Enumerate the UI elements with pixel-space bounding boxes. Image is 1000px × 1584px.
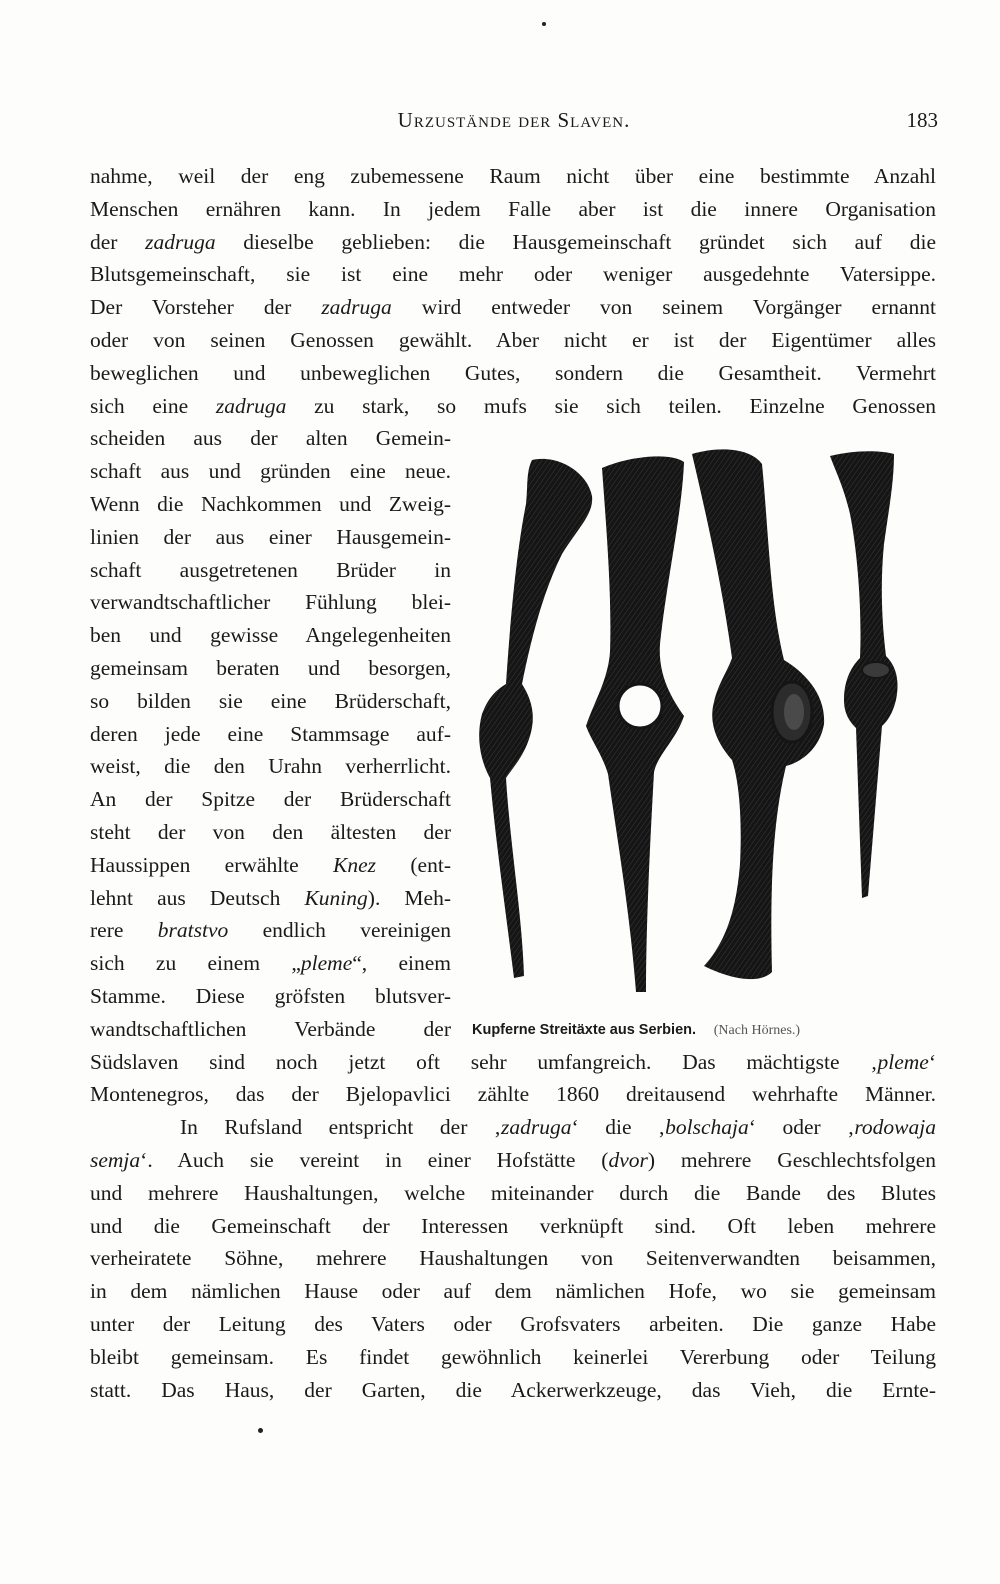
figure-copper-battle-axes xyxy=(470,444,940,1014)
text-line xyxy=(90,947,451,980)
text-run: oder von seinen Genossen gewählt. Aber nicht er ist der Eigentümer alles xyxy=(90,328,936,352)
text-line xyxy=(90,1013,451,1046)
text-line xyxy=(90,291,936,324)
text-line xyxy=(90,422,451,455)
italic-term: semja xyxy=(90,1148,141,1172)
italic-term: pleme xyxy=(877,1049,929,1074)
text-run: schaft ausgetretenen Brüder in xyxy=(90,557,451,582)
italic-term: bratstvo xyxy=(157,918,229,943)
text-line xyxy=(90,1275,936,1308)
running-title: Urzustände der Slaven. xyxy=(397,108,631,132)
italic-term: zadruga xyxy=(145,229,216,254)
axe-1 xyxy=(479,459,592,978)
italic-term: Knez xyxy=(333,852,377,877)
text-line xyxy=(90,1210,936,1243)
text-run: schaft aus und gründen eine neue. xyxy=(90,459,451,484)
text-run: Menschen ernähren kann. In jedem Falle aber ist die innere Organisation xyxy=(90,196,936,221)
text-run: zu stark, so mufs sie sich teilen. Einzelne Genossen xyxy=(286,393,936,418)
ink-speck xyxy=(542,22,546,26)
text-run: wird entweder von seinem Vorgänger ernannt xyxy=(391,295,936,320)
text-line xyxy=(90,914,451,947)
text-run: sich zu einem „ xyxy=(90,951,301,976)
text-line xyxy=(90,750,451,783)
text-line xyxy=(90,718,451,751)
text-line xyxy=(90,357,936,390)
text-run: ben und gewisse Angelegenheiten xyxy=(90,623,451,648)
text-line xyxy=(90,849,451,882)
caption-source: (Nach Hörnes.) xyxy=(713,1023,801,1038)
text-run: ‘. Auch sie vereint in einer Hofstätte ( xyxy=(140,1148,609,1172)
italic-term: zadruga xyxy=(321,295,392,320)
text-run: linien der aus einer Hausgemein- xyxy=(90,524,451,549)
caption-title: Kupferne Streitäxte aus Serbien. xyxy=(472,1022,697,1038)
text-line xyxy=(90,783,451,816)
text-run: der xyxy=(90,229,146,254)
text-run: in dem nämlichen Hause oder auf dem nämlichen Hofe, wo sie gemeinsam xyxy=(90,1279,936,1304)
text-run: beweglichen und unbeweglichen Gutes, sondern die Gesamtheit. Vermehrt xyxy=(90,360,936,385)
text-run: Blutsgemeinschaft, sie ist eine mehr oder weniger ausgedehnte Vatersippe. xyxy=(90,262,936,287)
text-run: (ent- xyxy=(376,852,451,877)
text-run: dieselbe geblieben: die Hausgemeinschaft gründet sich auf die xyxy=(215,229,936,254)
text-run: ‘ die ‚ xyxy=(571,1115,666,1140)
running-head xyxy=(90,108,938,138)
text-line xyxy=(90,1242,936,1275)
italic-term: Kuning xyxy=(304,885,368,910)
text-line xyxy=(90,455,451,488)
italic-term: bolschaja xyxy=(665,1115,749,1140)
text-run: Stamme. Diese gröfsten blutsver- xyxy=(90,984,451,1008)
text-line xyxy=(90,554,451,587)
text-line xyxy=(90,160,936,193)
text-run: ). Meh- xyxy=(367,885,451,910)
italic-term: rodowaja xyxy=(854,1115,936,1140)
italic-term: zadruga xyxy=(501,1115,572,1140)
text-line xyxy=(90,1046,936,1079)
text-run: so bilden sie eine Brüderschaft, xyxy=(90,688,451,713)
text-line xyxy=(90,816,451,849)
axe-4 xyxy=(830,451,898,898)
text-line xyxy=(90,1177,936,1210)
text-run: steht der von den ältesten der xyxy=(90,820,451,844)
text-run: deren jede eine Stammsage auf- xyxy=(90,721,451,746)
text-run: ) mehrere Geschlechtsfolgen xyxy=(647,1148,936,1172)
text-line xyxy=(90,619,451,652)
text-line xyxy=(90,193,936,226)
text-run: verwandtschaftlicher Fühlung blei- xyxy=(90,590,451,615)
axes-illustration xyxy=(470,444,940,1014)
italic-term: pleme xyxy=(300,951,353,976)
text-run: ‘ oder ‚ xyxy=(748,1115,855,1140)
text-line xyxy=(90,1078,936,1111)
text-run: unter der Leitung des Vaters oder Grofsvaters arbeiten. Die ganze Habe xyxy=(90,1312,936,1336)
italic-term: zadruga xyxy=(215,393,287,418)
text-line xyxy=(90,652,451,685)
text-run: und die Gemeinschaft der Interessen verknüpft sind. Oft leben mehrere xyxy=(90,1213,936,1238)
text-run: verheiratete Söhne, mehrere Haushaltungen von Seitenverwandten beisammen, xyxy=(90,1246,936,1271)
text-run: sich eine xyxy=(90,393,216,418)
text-line xyxy=(90,521,451,554)
text-line xyxy=(90,488,451,521)
figure-caption xyxy=(472,1018,938,1042)
text-line xyxy=(90,980,451,1013)
text-run: Südslaven sind noch jetzt oft sehr umfangreich. Das mächtigste ‚ xyxy=(90,1049,878,1074)
text-line xyxy=(90,226,936,259)
text-run: Der Vorsteher der xyxy=(90,295,322,320)
text-line xyxy=(90,685,451,718)
text-run: nahme, weil der eng zubemessene Raum nicht über eine bestimmte Anzahl xyxy=(90,164,936,188)
text-run: An der Spitze der Brüderschaft xyxy=(90,787,451,812)
text-line xyxy=(90,1341,936,1374)
axe-3 xyxy=(692,449,824,979)
page-number: 183 xyxy=(906,108,938,132)
axe-2 xyxy=(586,456,684,992)
text-run: ‘ xyxy=(928,1049,936,1074)
text-run: Wenn die Nachkommen und Zweig- xyxy=(90,492,451,516)
text-run: Montenegros, das der Bjelopavlici zählte 1860 dreitausend wehrhafte Männer. xyxy=(90,1082,936,1107)
text-line xyxy=(90,1111,936,1144)
text-run: bleibt gemeinsam. Es findet gewöhnlich keinerlei Vererbung oder Teilung xyxy=(90,1344,936,1369)
text-run: lehnt aus Deutsch xyxy=(90,885,305,910)
text-run: rere xyxy=(90,918,158,943)
text-line xyxy=(90,324,936,357)
text-run: Haussippen erwählte xyxy=(90,852,334,877)
text-run: wandtschaftlichen Verbände der xyxy=(90,1016,451,1041)
text-line xyxy=(90,882,451,915)
text-line xyxy=(90,1144,936,1177)
text-line xyxy=(90,258,936,291)
text-run: und mehrere Haushaltungen, welche miteinander durch die Bande des Blutes xyxy=(90,1180,936,1205)
text-line xyxy=(90,1374,936,1407)
text-run: endlich vereinigen xyxy=(228,918,451,943)
text-line xyxy=(90,586,451,619)
italic-term: dvor xyxy=(608,1148,648,1172)
text-run: statt. Das Haus, der Garten, die Ackerwerkzeuge, das Vieh, die Ernte- xyxy=(90,1377,936,1402)
text-line xyxy=(90,1308,936,1341)
ink-speck xyxy=(258,1428,263,1433)
text-run: weist, die den Urahn verherrlicht. xyxy=(90,754,451,779)
text-run: scheiden aus der alten Gemein- xyxy=(90,426,451,451)
text-run: “, einem xyxy=(352,951,451,976)
text-run: gemeinsam beraten und besorgen, xyxy=(90,656,451,680)
text-run: In Rufsland entspricht der ‚ xyxy=(180,1115,502,1140)
text-line xyxy=(90,390,936,423)
